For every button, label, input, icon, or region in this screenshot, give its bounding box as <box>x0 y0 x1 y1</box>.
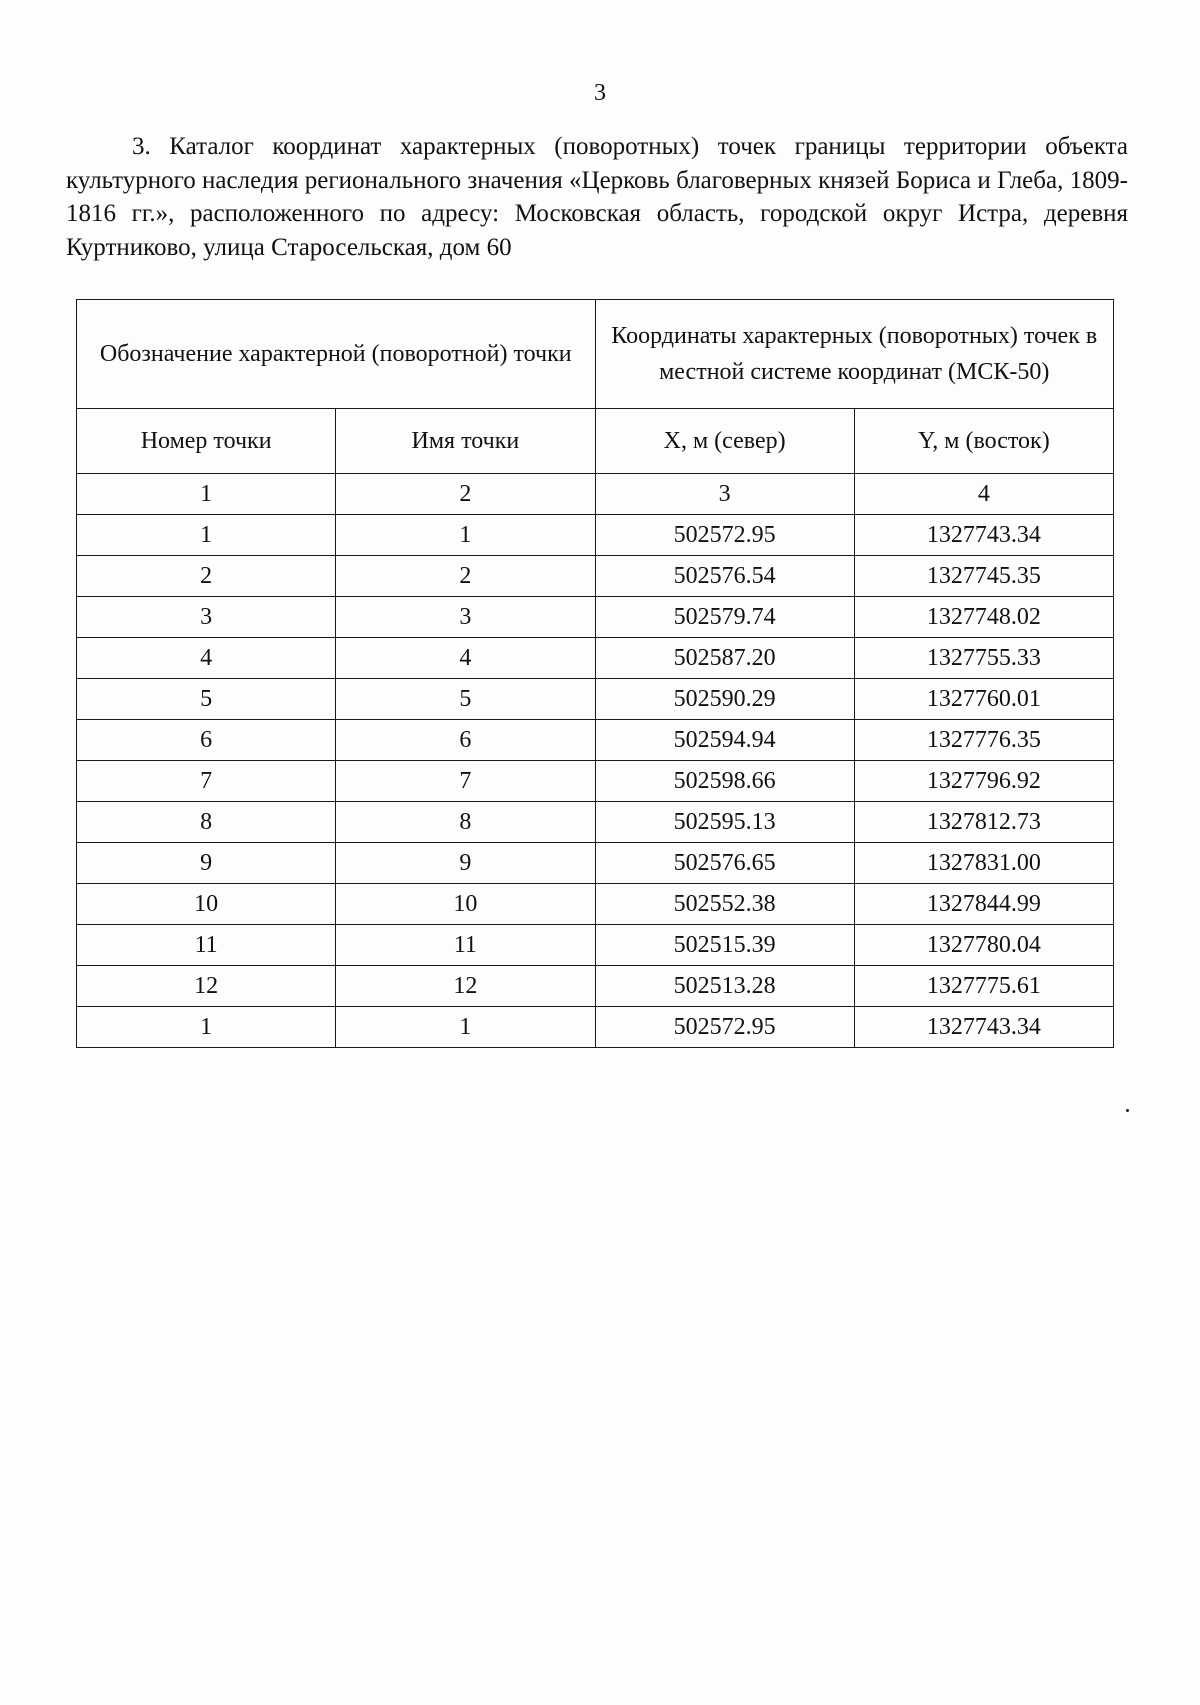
table-row <box>77 884 1114 925</box>
cell-x: 502576.54 <box>595 556 854 597</box>
column-index: 2 <box>336 474 595 515</box>
page-number: 3 <box>594 80 606 106</box>
table-row <box>77 843 1114 884</box>
cell-point-name: 2 <box>336 556 595 597</box>
cell-y: 1327760.01 <box>854 679 1113 720</box>
cell-y: 1327812.73 <box>854 802 1113 843</box>
cell-x: 502515.39 <box>595 925 854 966</box>
coordinates-header: Координаты характерных (поворотных) точек в местной системе координат (МСК-50) <box>595 300 1114 409</box>
cell-x: 502576.65 <box>595 843 854 884</box>
cell-y: 1327831.00 <box>854 843 1113 884</box>
cell-x: 502590.29 <box>595 679 854 720</box>
cell-y: 1327844.99 <box>854 884 1113 925</box>
cell-point-number: 4 <box>77 638 336 679</box>
cell-x: 502594.94 <box>595 720 854 761</box>
cell-point-number: 7 <box>77 761 336 802</box>
table-row <box>77 761 1114 802</box>
cell-point-number: 1 <box>77 1007 336 1048</box>
cell-y: 1327780.04 <box>854 925 1113 966</box>
cell-point-number: 12 <box>77 966 336 1007</box>
scan-speck <box>1126 1109 1129 1112</box>
cell-point-name: 7 <box>336 761 595 802</box>
cell-y: 1327748.02 <box>854 597 1113 638</box>
cell-y: 1327796.92 <box>854 761 1113 802</box>
cell-x: 502513.28 <box>595 966 854 1007</box>
column-index: 1 <box>77 474 336 515</box>
cell-point-number: 3 <box>77 597 336 638</box>
cell-point-name: 3 <box>336 597 595 638</box>
table-row <box>77 925 1114 966</box>
cell-point-name: 5 <box>336 679 595 720</box>
group-header-row <box>77 300 1114 409</box>
cell-point-name: 10 <box>336 884 595 925</box>
cell-x: 502572.95 <box>595 515 854 556</box>
table-row <box>77 802 1114 843</box>
cell-x: 502598.66 <box>595 761 854 802</box>
cell-point-name: 4 <box>336 638 595 679</box>
cell-y: 1327776.35 <box>854 720 1113 761</box>
cell-y: 1327743.34 <box>854 1007 1113 1048</box>
column-header-x: X, м (север) <box>595 409 854 474</box>
column-header-point-name: Имя точки <box>336 409 595 474</box>
cell-point-number: 10 <box>77 884 336 925</box>
column-index-row <box>77 474 1114 515</box>
table-row <box>77 679 1114 720</box>
cell-y: 1327743.34 <box>854 515 1113 556</box>
table-row <box>77 515 1114 556</box>
cell-point-number: 1 <box>77 515 336 556</box>
column-index: 4 <box>854 474 1113 515</box>
table-row <box>77 638 1114 679</box>
cell-point-name: 6 <box>336 720 595 761</box>
cell-point-number: 9 <box>77 843 336 884</box>
cell-point-name: 8 <box>336 802 595 843</box>
table-row <box>77 556 1114 597</box>
column-header-y: Y, м (восток) <box>854 409 1113 474</box>
cell-point-number: 8 <box>77 802 336 843</box>
cell-x: 502595.13 <box>595 802 854 843</box>
cell-y: 1327745.35 <box>854 556 1113 597</box>
cell-point-number: 6 <box>77 720 336 761</box>
cell-x: 502587.20 <box>595 638 854 679</box>
cell-point-name: 9 <box>336 843 595 884</box>
coordinates-table <box>76 299 1114 1048</box>
column-index: 3 <box>595 474 854 515</box>
column-header-point-number: Номер точки <box>77 409 336 474</box>
cell-point-name: 12 <box>336 966 595 1007</box>
table-row <box>77 597 1114 638</box>
cell-x: 502579.74 <box>595 597 854 638</box>
cell-x: 502552.38 <box>595 884 854 925</box>
catalog-heading: 3. Каталог координат характерных (поворотных) точек границы территории объекта культурного наследия регионального значения «Церковь благоверных князей Бориса и Глеба, 1809-1816 гг.», расположенного по адресу: Московская область, городской округ Истра, деревня Куртниково, улица Старосельская, дом 60 <box>66 133 1128 261</box>
cell-point-number: 5 <box>77 679 336 720</box>
cell-x: 502572.95 <box>595 1007 854 1048</box>
point-designation-header: Обозначение характерной (поворотной) точки <box>77 300 596 409</box>
cell-y: 1327755.33 <box>854 638 1113 679</box>
table-row <box>77 720 1114 761</box>
cell-point-name: 11 <box>336 925 595 966</box>
cell-point-number: 11 <box>77 925 336 966</box>
cell-point-name: 1 <box>336 1007 595 1048</box>
cell-point-number: 2 <box>77 556 336 597</box>
column-header-row <box>77 409 1114 474</box>
table-row <box>77 1007 1114 1048</box>
cell-point-name: 1 <box>336 515 595 556</box>
table-row <box>77 966 1114 1007</box>
cell-y: 1327775.61 <box>854 966 1113 1007</box>
